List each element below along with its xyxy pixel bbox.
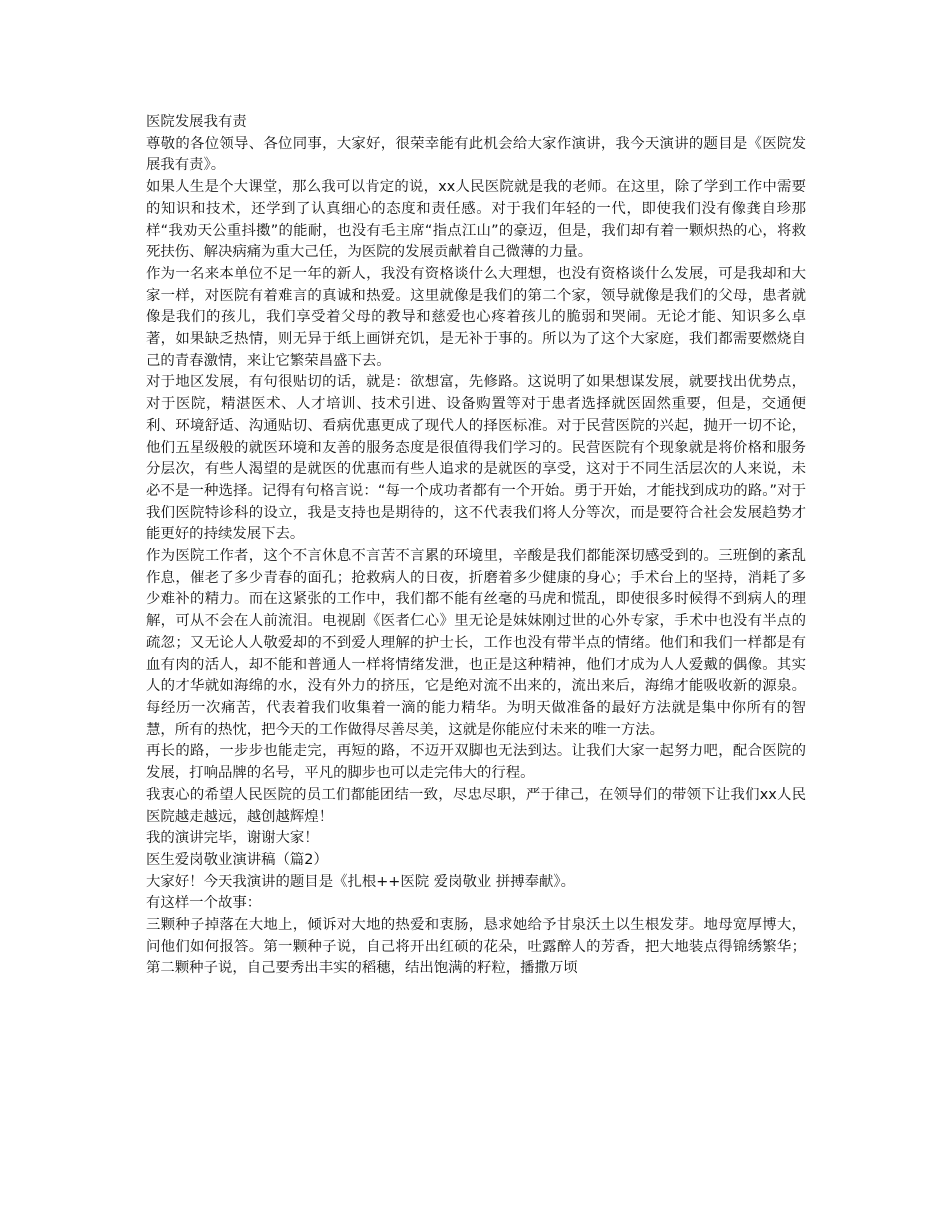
paragraph-greeting: 尊敬的各位领导、各位同事，大家好，很荣幸能有此机会给大家作演讲，我今天演讲的题目是《医院发展我有责》。: [146, 135, 806, 174]
section-heading-speech-2: 医生爱岗敬业演讲稿（篇2）: [146, 851, 328, 868]
paragraph-regional-development: 对于地区发展，有句很贴切的话，就是：欲想富，先修路。这说明了如果想谋发展，就要找出优势点，对于医院，精湛医术、人才培训、技术引进、设备购置等对于患者选择就医固然重要，但是，交通便利、环境舒适、沟通贴切、看病优惠更成了现代人的择医标准。对于民营医院的兴起，抛开一切不论，他们五星级般的就医环境和友善的服务态度是很值得我们学习的。民营医院有个现象就是将价格和服务分层次，有些人渴望的是就医的优惠而有些人追求的是就医的享受，这对于不同生活层次的人来说，未必不是一种选择。记得有句格言说：“每一个成功者都有一个开始。勇于开始，才能找到成功的路。”对于我们医院特诊科的设立，我是支持也是期待的，这不代表我们将人分等次，而是要符合社会发展趋势才能更好的持续发展下去。: [146, 374, 806, 543]
paragraph-newcomer: 作为一名来本单位不足一年的新人，我没有资格谈什么大理想，也没有资格谈什么发展，可是我却和大家一样，对医院有着难言的真诚和热爱。这里就像是我们的第二个家，领导就像是我们的父母，患者就像是我们的孩儿，我们享受着父母的教导和慈爱也心疼着孩儿的脆弱和哭闹。无论才能、知识多么卓著，如果缺乏热情，则无异于纸上画饼充饥，是无补于事的。所以为了这个大家庭，我们都需要燃烧自己的青春激情，来让它繁荣昌盛下去。: [146, 265, 806, 369]
paragraph-long-road: 再长的路，一步步也能走完，再短的路，不迈开双脚也无法到达。让我们大家一起努力吧，配合医院的发展，打响品牌的名号，平凡的脚步也可以走完伟大的行程。: [146, 743, 806, 782]
paragraph-life-classroom: 如果人生是个大课堂，那么我可以肯定的说，xx人民医院就是我的老师。在这里，除了学到工作中需要的知识和技术，还学到了认真细心的态度和责任感。对于我们年轻的一代，即使我们没有像龚自珍那样“我劝天公重抖擞”的能耐，也没有毛主席“指点江山”的豪迈，但是，我们却有着一颗炽热的心，将救死扶伤、解决病痛为重大己任，为医院的发展贡献着自己微薄的力量。: [146, 179, 806, 261]
paragraph-hospital-worker: 作为医院工作者，这个不言休息不言苦不言累的环境里，辛酸是我们都能深切感受到的。三班倒的紊乱作息，催老了多少青春的面孔；抢救病人的日夜，折磨着多少健康的身心；手术台上的坚持，消耗了多少难补的精力。而在这紧张的工作中，我们都不能有丝毫的马虎和慌乱，即使很多时候得不到病人的理解，可从不会在人前流泪。电视剧《医者仁心》里无论是妹妹刚过世的心外专家，手术中也没有半点的疏忽；又无论人人敬爱却的不到爱人理解的护士长，工作也没有带半点的情绪。他们和我们一样都是有血有肉的活人，却不能和普通人一样将情绪发泄，也正是这种精神，他们才成为人人爱戴的偶像。其实人的才华就如海绵的水，没有外力的挤压，它是绝对流不出来的，流出来后，海绵才能吸收新的源泉。每经历一次痛苦，代表着我们收集着一滴的能力精华。为明天做准备的最好方法就是集中你所有的智慧，所有的热忱，把今天的工作做得尽善尽美，这就是你能应付未来的唯一方法。: [146, 548, 806, 738]
paragraph-closing: 我的演讲完毕，谢谢大家！: [146, 830, 319, 847]
paragraph-story-lead: 有这样一个故事：: [146, 895, 262, 912]
paragraph-hope: 我衷心的希望人民医院的员工们都能团结一致，尽忠尽职，严于律己，在领导们的带领下让我们xx人民医院越走越远，越创越辉煌！: [146, 786, 806, 825]
document-page: [146, 112, 806, 980]
paragraph-speech-2-intro: 大家好！今天我演讲的题目是《扎根++医院 爱岗敬业 拼搏奉献》。: [146, 873, 576, 890]
paragraph-three-seeds: 三颗种子掉落在大地上，倾诉对大地的热爱和衷肠，恳求她给予甘泉沃土以生根发芽。地母宽厚博大，问他们如何报答。第一颗种子说，自己将开出红硕的花朵，吐露醉人的芳香，把大地装点得锦绣繁华；第二颗种子说，自己要秀出丰实的稻穗，结出饱满的籽粒，播撒万顷: [146, 917, 806, 977]
document-title: 医院发展我有责: [146, 114, 247, 130]
